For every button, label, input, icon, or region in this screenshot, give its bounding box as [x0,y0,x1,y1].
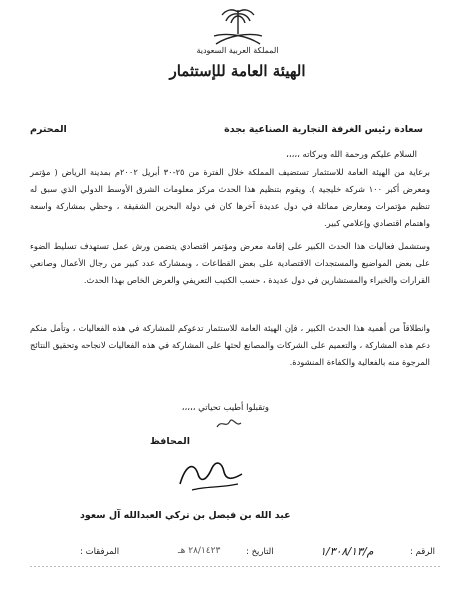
signatory-name: عبد الله بن فيصل بن تركي العبدالله آل سعود [80,510,291,521]
palm-and-swords-emblem-icon [208,4,268,50]
attachments-label: المرفقات : [80,547,120,557]
closing: وتقبلوا أطيب تحياتي ،،،،، [181,403,269,413]
date-stamp: ٢٨/١٤٢٣ هـ [178,546,221,556]
authority-name: الهيئة العامة للإستثمار [169,62,306,80]
honorific: المحترم [30,124,67,135]
paragraph-event-intro: برعاية من الهيئة العامة للاستثمار تستضيف المملكة خلال الفترة من ٢٥-٣٠ أبريل ٢٠٠٢م بمدينة الرياض ( مؤتمر ومعرض أكبر ١٠٠ شركة خليجية ). ويقوم بتنظيم هذا الحدث مركز معلومات الشرق الأوسط الدولي الذي سبق له تنظيم مؤتمرات ومعارض مماثلة في دول عديدة آخرها كان في دولة البحرين الشقيقة ، وحظي بمشاركة واسعة واهتمام اقتصادي وإعلامي كبير. [30,167,430,228]
governor-title: المحافظ [150,436,190,447]
signature-icon [172,454,252,496]
reference-number: م/١/٣٠٨/١٣ [320,545,374,558]
greeting: السلام عليكم ورحمة الله وبركاته ،،،،، [286,150,417,160]
footer-divider [30,566,440,567]
handwritten-initials-icon [214,415,244,433]
reference-label: الرقم : [410,547,435,557]
date-label: التاريخ : [246,547,274,557]
paragraph-event-activities: وستشمل فعاليات هذا الحدث الكبير على إقامة معرض ومؤتمر اقتصادي يتضمن ورش عمل تستهدف تسليط الضوء على بعض المواضيع والمستجدات الاقتصادية على بعض القطاعات ، وبمشاركة عدد كبير من رجال الأعمال وصانعي القرارات والخبراء والمستشارين في دول عديدة ، حسب الكتيب التعريفي والعرض الخاص بهذا الحدث. [30,241,430,285]
addressee: سعادة رئيس الغرفة التجارية الصناعية بجدة [224,124,423,135]
paragraph-invitation: وانطلاقاً من أهمية هذا الحدث الكبير ، فإن الهيئة العامة للاستثمار تدعوكم للمشاركة في هذه الفعاليات ، وتأمل منكم دعم هذه المشاركة ، والتعميم على الشركات والمصانع لحثها على المشاركة في هذه الفعاليات لانجاحه وتحقيق النتائج المرجوة منه بالفعالية والكفاءة المنشودة. [30,323,430,367]
kingdom-name: المملكة العربية السعودية [196,46,279,55]
